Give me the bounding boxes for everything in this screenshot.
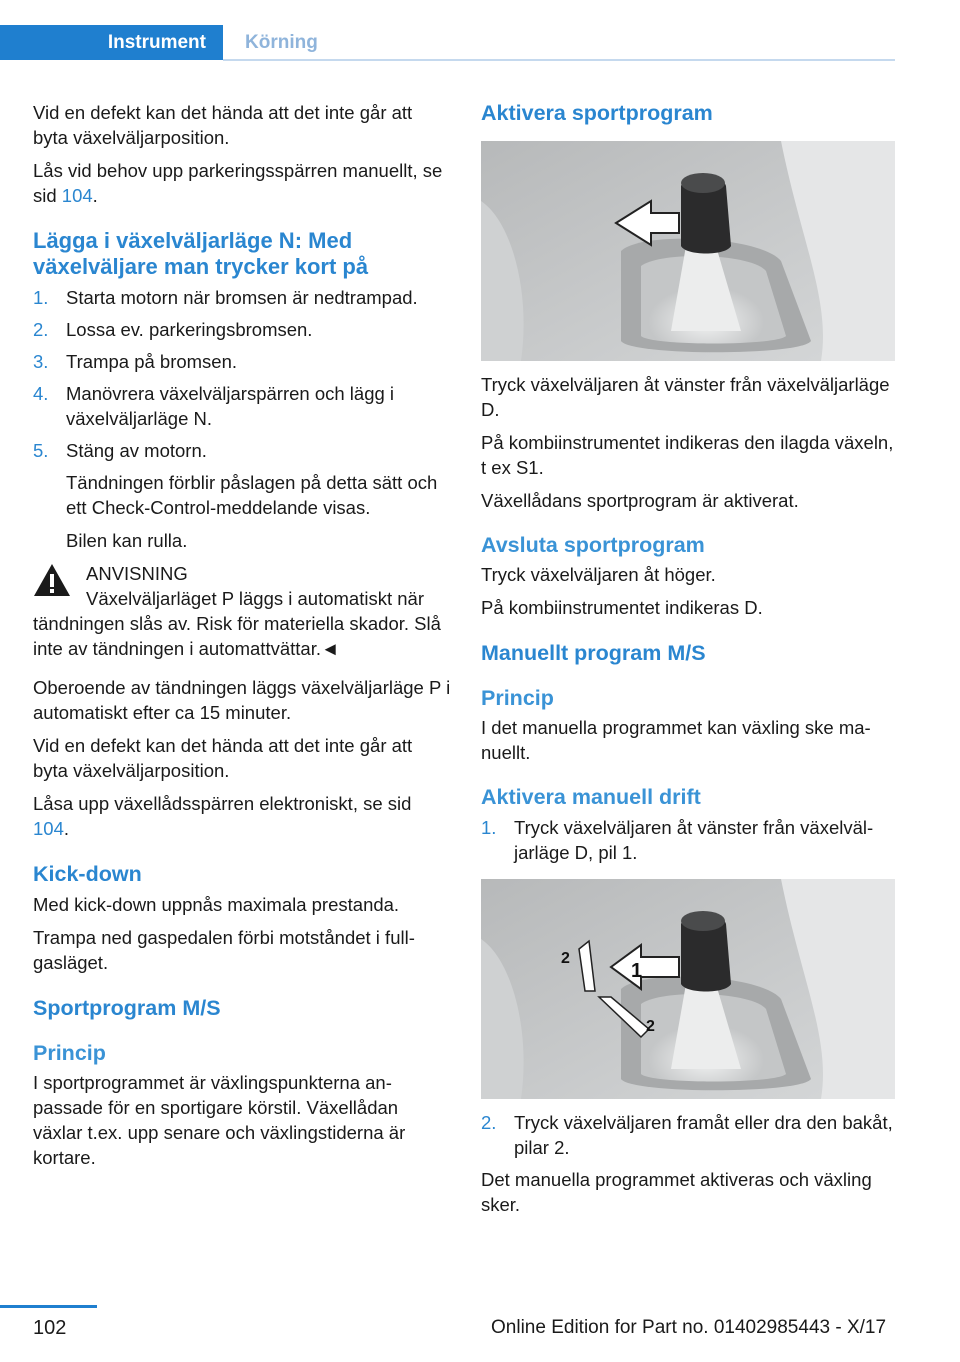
subsection-heading: Avsluta sportprogram	[481, 533, 705, 557]
list-item	[33, 381, 451, 431]
steps-list	[481, 1110, 895, 1160]
right-column	[481, 100, 895, 1225]
arrow-label-2: 2	[561, 950, 570, 967]
arrow-label-2: 2	[646, 1018, 655, 1035]
page-number: 102	[33, 1317, 67, 1339]
subsection-heading: Aktivera manuell drift	[481, 785, 701, 809]
warning-triangle-icon	[33, 563, 71, 597]
paragraph: I sportprogrammet är växlingspunkterna anpassade för en sportigare körstil. Växellådan växlar t.ex. upp senare och växlingstiderna är kortare.	[33, 1072, 406, 1168]
paragraph: Vid en defekt kan det hända att det inte går att byta växelväljarposition.	[33, 735, 413, 781]
section-heading: Aktivera sportprogram	[481, 101, 713, 125]
left-column	[33, 100, 451, 1178]
section-heading: Manuellt program M/S	[481, 641, 706, 665]
arrow-label-1: 1	[631, 960, 643, 982]
list-item	[33, 285, 451, 310]
list-item	[33, 438, 451, 463]
list-item	[33, 317, 451, 342]
tab-instrument[interactable]	[0, 25, 223, 60]
list-item	[481, 1110, 895, 1160]
paragraph: I det manuella programmet kan växling ske manuellt.	[481, 717, 871, 763]
paragraph-text: .	[63, 818, 70, 839]
step-text: Tryck växelväljaren framåt eller dra den bakåt, pilar 2.	[514, 1112, 893, 1158]
page-link[interactable]: 104	[33, 818, 64, 839]
step-text: Manövrera växelväljarspärren och lägg i växelväljarläge N.	[66, 383, 395, 429]
step-number: 4.	[33, 383, 49, 404]
tab-instrument-label: Instrument	[107, 31, 206, 53]
step-note: Tändningen förblir påslagen på detta sätt och ett Check-Control-meddelande visas.	[66, 472, 438, 518]
subsection-heading: Princip	[481, 686, 554, 710]
steps-list	[481, 815, 895, 865]
footer-divider	[0, 1305, 97, 1308]
paragraph: Växellådans sportprogram är aktiverat.	[481, 490, 799, 511]
warning-title: ANVISNING	[86, 563, 188, 584]
header-tabs	[0, 25, 895, 62]
list-item	[33, 349, 451, 374]
step-number: 3.	[33, 351, 49, 372]
paragraph: På kombiinstrumentet indikeras den ilagda växeln, t ex S1.	[481, 432, 894, 478]
warning-box	[33, 561, 451, 661]
section-heading: Sportprogram M/S	[33, 996, 221, 1020]
edition-label: Online Edition for Part no. 01402985443 - X/17	[491, 1317, 887, 1338]
paragraph: På kombiinstrumentet indikeras D.	[481, 597, 763, 618]
step-text: Lossa ev. parkeringsbromsen.	[66, 319, 313, 340]
warning-text: Växelväljarläget P läggs i automatiskt när tändningen slås av. Risk för materiella skador. Slå inte av tändningen i automattvättar.◄	[33, 588, 441, 659]
step-text: Tryck växelväljaren åt vänster från växelväljarläge D, pil 1.	[514, 817, 874, 863]
tab-korning[interactable]	[223, 25, 318, 60]
paragraph: Oberoende av tändningen läggs växelväljarläge P i automatiskt efter ca 15 minuter.	[33, 677, 451, 723]
step-note: Bilen kan rulla.	[66, 530, 188, 551]
paragraph	[33, 791, 451, 841]
step-text: Stäng av motorn.	[66, 440, 207, 461]
step-number: 2.	[481, 1112, 497, 1133]
tab-korning-label: Körning	[245, 31, 318, 53]
step-text: Starta motorn när bromsen är nedtrampad.	[66, 287, 418, 308]
paragraph-text: Lås vid behov upp parkeringsspärren manuellt, se sid	[33, 160, 443, 206]
list-item	[481, 815, 895, 865]
gear-selector-photo-left	[481, 141, 895, 361]
section-heading: Lägga i växelväljarläge N: Med växelväljare man trycker kort på	[33, 228, 369, 279]
gear-selector-photo-manual	[481, 879, 895, 1099]
steps-list	[33, 285, 451, 463]
paragraph-text: .	[92, 185, 98, 206]
paragraph: Trampa ned gaspedalen förbi motståndet i fullgasläget.	[33, 927, 415, 973]
section-heading: Kick-down	[33, 862, 142, 886]
paragraph: Det manuella programmet aktiveras och växling sker.	[481, 1169, 872, 1215]
paragraph: Tryck växelväljaren åt höger.	[481, 564, 716, 585]
paragraph: Tryck växelväljaren åt vänster från växelväljarläge D.	[481, 374, 890, 420]
step-text: Trampa på bromsen.	[66, 351, 238, 372]
paragraph	[33, 158, 451, 208]
paragraph: Vid en defekt kan det hända att det inte går att byta växelväljarposition.	[33, 102, 413, 148]
paragraph: Med kick-down uppnås maximala prestanda.	[33, 894, 400, 915]
step-number: 2.	[33, 319, 49, 340]
paragraph-text: Låsa upp växellådsspärren elektroniskt, se sid	[33, 793, 412, 814]
page-link[interactable]: 104	[61, 185, 93, 206]
step-number: 1.	[33, 287, 49, 308]
header-divider	[223, 59, 895, 61]
subsection-heading: Princip	[33, 1041, 106, 1065]
step-number: 1.	[481, 817, 497, 838]
step-number: 5.	[33, 440, 49, 461]
